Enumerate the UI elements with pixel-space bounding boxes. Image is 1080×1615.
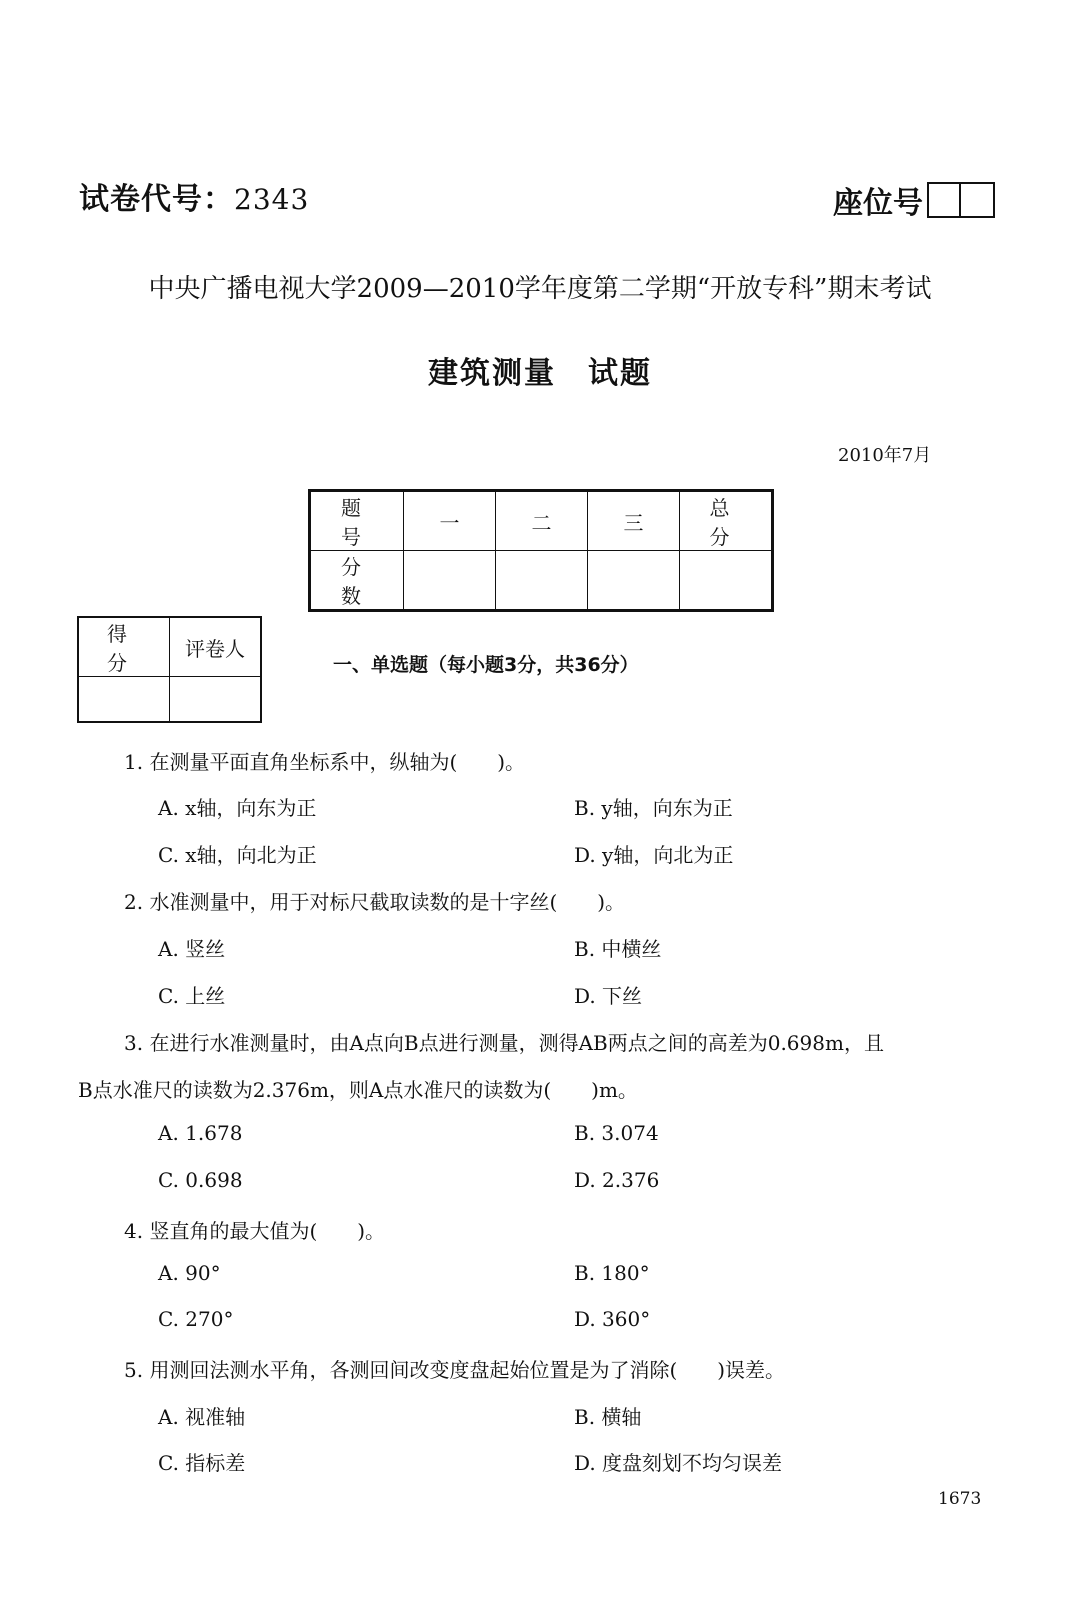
paper-code (79, 174, 309, 218)
seat-number-boxes (927, 182, 995, 218)
option: B. 3.074 (574, 1121, 659, 1145)
option: D. 2.376 (574, 1168, 660, 1192)
option: A. 1.678 (158, 1121, 243, 1145)
seat-number (833, 178, 995, 222)
option: C. 270° (158, 1307, 234, 1331)
option: A. 竖丝 (158, 937, 226, 961)
question-stem: 3. 在进行水准测量时，由A点向B点进行测量，测得AB两点之间的高差为0.698m，且 (124, 1031, 884, 1055)
grader-score-label: 得 分 (78, 617, 170, 677)
seat-number-label: 座位号 (833, 186, 923, 221)
score-entry-cell[interactable] (404, 551, 496, 611)
option: C. 指标差 (158, 1451, 246, 1475)
question-stem: 1. 在测量平面直角坐标系中，纵轴为( )。 (124, 750, 526, 774)
option: B. 180° (574, 1261, 650, 1285)
score-table-cell: 二 (496, 491, 588, 551)
section-title: 一、单选题（每小题3分，共36分） (333, 654, 639, 676)
paper-code-value: 2343 (234, 183, 310, 216)
exam-heading: 中央广播电视大学2009—2010学年度第二学期“开放专科”期末考试 (148, 274, 932, 304)
question-stem-continued: B点水准尺的读数为2.376m，则A点水准尺的读数为( )m。 (78, 1078, 638, 1102)
score-entry-cell[interactable] (496, 551, 588, 611)
page-number: 1673 (938, 1489, 982, 1509)
score-table-cell: 题 号 (310, 491, 404, 551)
paper-code-label: 试卷代号： (79, 182, 234, 217)
score-table-header-row (310, 491, 773, 551)
option: C. 0.698 (158, 1168, 243, 1192)
seat-box[interactable] (961, 182, 995, 218)
option: D. 度盘刻划不均匀误差 (574, 1451, 783, 1475)
score-table-cell: 总 分 (680, 491, 773, 551)
exam-title: 建筑测量 试题 (428, 356, 652, 391)
grader-table (77, 616, 262, 723)
grader-table-header-row (78, 617, 261, 677)
question-stem: 4. 竖直角的最大值为( )。 (124, 1219, 386, 1243)
score-table-cell: 一 (404, 491, 496, 551)
option: D. y轴，向北为正 (574, 843, 734, 867)
option: B. 中横丝 (574, 937, 662, 961)
option: A. 90° (158, 1261, 221, 1285)
score-table-cell: 三 (588, 491, 680, 551)
score-entry-cell[interactable] (588, 551, 680, 611)
score-table-score-row (310, 551, 773, 611)
question-stem: 2. 水准测量中，用于对标尺截取读数的是十字丝( )。 (124, 890, 626, 914)
option: C. x轴，向北为正 (158, 843, 317, 867)
question-stem: 5. 用测回法测水平角，各测回间改变度盘起始位置是为了消除( )误差。 (124, 1358, 786, 1382)
seat-box[interactable] (927, 182, 961, 218)
option: C. 上丝 (158, 984, 226, 1008)
option: A. 视准轴 (158, 1405, 246, 1429)
grader-table-entry-row (78, 677, 261, 723)
grader-name-entry[interactable] (170, 677, 262, 723)
score-table-row-label: 分 数 (310, 551, 404, 611)
grader-name-label: 评卷人 (170, 617, 262, 677)
score-table (308, 489, 774, 612)
grader-score-entry[interactable] (78, 677, 170, 723)
option: D. 下丝 (574, 984, 643, 1008)
option: A. x轴，向东为正 (158, 796, 317, 820)
option: D. 360° (574, 1307, 651, 1331)
score-entry-cell[interactable] (680, 551, 773, 611)
option: B. 横轴 (574, 1405, 642, 1429)
exam-date: 2010年7月 (838, 445, 932, 466)
option: B. y轴，向东为正 (574, 796, 733, 820)
